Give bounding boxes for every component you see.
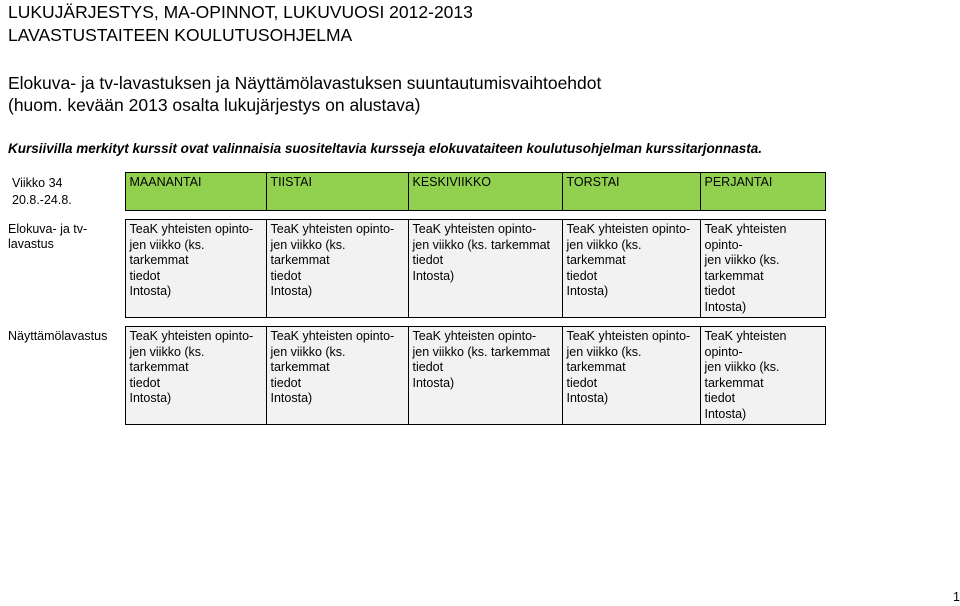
- program-title: LAVASTUSTAITEEN KOULUTUSOHJELMA: [8, 25, 353, 45]
- schedule-cell: TeaK yhteisten opinto- jen viikko (ks. tarkemmat tiedot Intosta): [266, 220, 408, 318]
- day-header-thursday: TORSTAI: [562, 173, 700, 211]
- schedule-cell: TeaK yhteisten opinto- jen viikko (ks. tarkemmat tiedot Intosta): [266, 327, 408, 425]
- schedule-cell: TeaK yhteisten opinto- jen viikko (ks. tarkemmat tiedot Intosta): [562, 327, 700, 425]
- week-label: Viikko 34: [12, 175, 63, 190]
- italic-courses-note: Kursiivilla merkityt kurssit ovat valinnaisia suositeltavia kursseja elokuvataiteen koulutusohjelman kurssitarjonnasta.: [8, 141, 763, 156]
- page-number: 1: [953, 590, 960, 604]
- schedule-cell: TeaK yhteisten opinto- jen viikko (ks. tarkemmat tiedot Intosta): [408, 327, 562, 425]
- schedule-cell: TeaK yhteisten opinto- jen viikko (ks. tarkemmat tiedot Intosta): [562, 220, 700, 318]
- row-label: Näyttämölavastus: [8, 328, 108, 343]
- subtitle: Elokuva- ja tv-lavastuksen ja Näyttämölavastuksen suuntautumisvaihtoehdot: [8, 73, 602, 93]
- schedule-cell: TeaK yhteisten opinto- jen viikko (ks. tarkemmat tiedot Intosta): [125, 327, 266, 425]
- schedule-cell: TeaK yhteisten opinto- jen viikko (ks. tarkemmat tiedot Intosta): [700, 220, 825, 318]
- schedule-cell: TeaK yhteisten opinto- jen viikko (ks. tarkemmat tiedot Intosta): [125, 220, 266, 318]
- header-row: [8, 173, 825, 211]
- table-row: [8, 327, 825, 425]
- row-label: Elokuva- ja tv- lavastus: [8, 221, 88, 251]
- schedule-table: [8, 172, 826, 425]
- week-dates: 20.8.-24.8.: [12, 192, 72, 207]
- day-header-monday: MAANANTAI: [125, 173, 266, 211]
- day-header-friday: PERJANTAI: [700, 173, 825, 211]
- day-header-tuesday: TIISTAI: [266, 173, 408, 211]
- day-header-wednesday: KESKIVIIKKO: [408, 173, 562, 211]
- subtitle-note: (huom. kevään 2013 osalta lukujärjestys on alustava): [8, 95, 421, 115]
- week-cell: [8, 173, 125, 211]
- schedule-cell: TeaK yhteisten opinto- jen viikko (ks. tarkemmat tiedot Intosta): [700, 327, 825, 425]
- table-row: [8, 220, 825, 318]
- schedule-cell: TeaK yhteisten opinto- jen viikko (ks. tarkemmat tiedot Intosta): [408, 220, 562, 318]
- document-title: LUKUJÄRJESTYS, MA-OPINNOT, LUKUVUOSI 2012-2013: [8, 2, 473, 22]
